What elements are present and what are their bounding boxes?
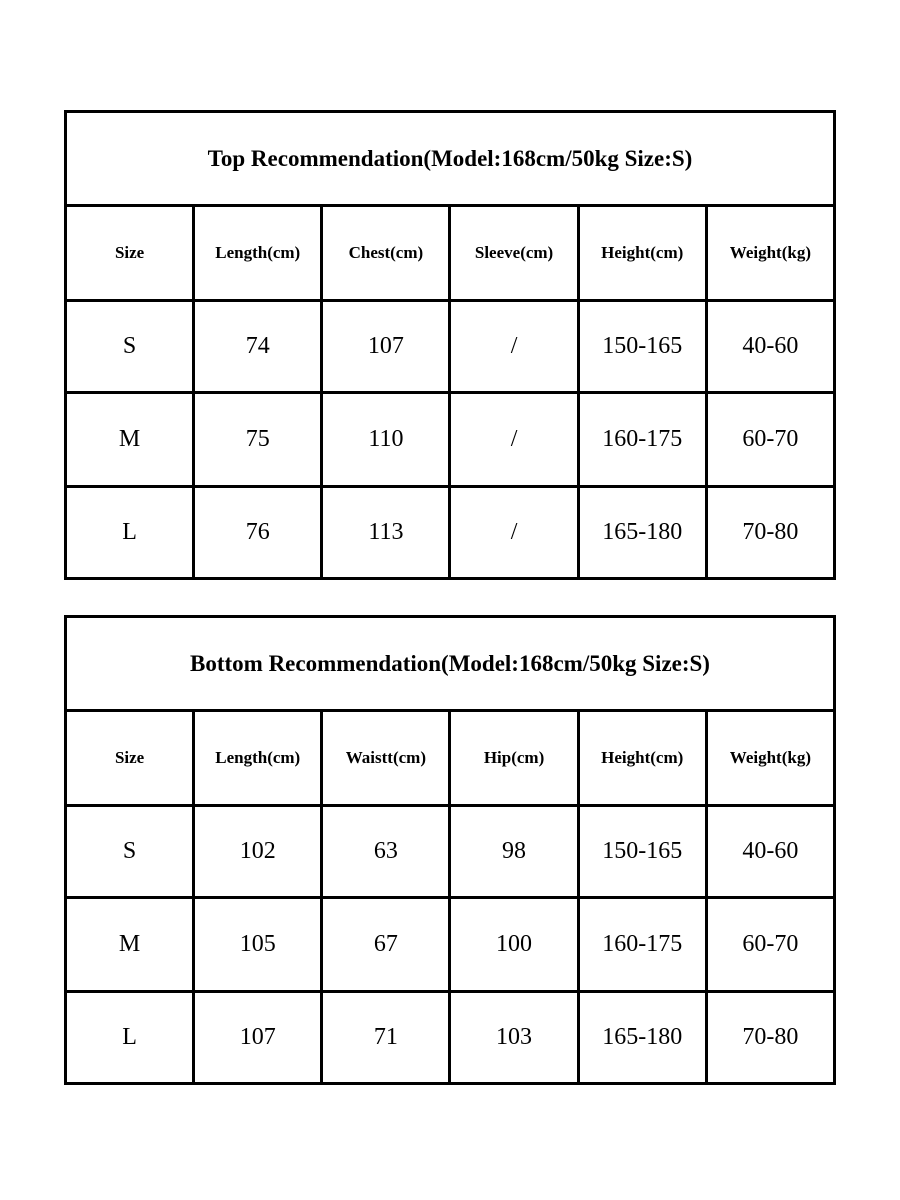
table-row: [66, 393, 835, 487]
table-cell: 150-165: [578, 806, 706, 898]
table-cell: 71: [322, 992, 450, 1084]
column-header-hip: Hip(cm): [450, 711, 578, 806]
table-row: [66, 992, 835, 1084]
table-cell: 100: [450, 898, 578, 992]
table-cell: 107: [322, 301, 450, 393]
table-cell: 76: [194, 487, 322, 579]
table-cell: 102: [194, 806, 322, 898]
table-row: [66, 301, 835, 393]
table-cell: 40-60: [706, 806, 834, 898]
table-cell: 165-180: [578, 992, 706, 1084]
column-header-height: Height(cm): [578, 206, 706, 301]
table-cell: 165-180: [578, 487, 706, 579]
table-header-row: [66, 206, 835, 301]
table-cell: M: [66, 898, 194, 992]
table-cell: 105: [194, 898, 322, 992]
column-header-length: Length(cm): [194, 711, 322, 806]
column-header-weight: Weight(kg): [706, 206, 834, 301]
table-title-row: [66, 112, 835, 206]
table-cell: /: [450, 301, 578, 393]
table-row: [66, 898, 835, 992]
table-title: Top Recommendation(Model:168cm/50kg Size:S): [66, 112, 835, 206]
bottom-size-table: [64, 615, 836, 1085]
table-cell: S: [66, 806, 194, 898]
table-cell: 75: [194, 393, 322, 487]
column-header-sleeve: Sleeve(cm): [450, 206, 578, 301]
table-cell: 67: [322, 898, 450, 992]
table-cell: 160-175: [578, 898, 706, 992]
table-title-row: [66, 617, 835, 711]
table-title: Bottom Recommendation(Model:168cm/50kg Size:S): [66, 617, 835, 711]
table-cell: L: [66, 992, 194, 1084]
table-cell: 40-60: [706, 301, 834, 393]
table-cell: 70-80: [706, 992, 834, 1084]
table-cell: 150-165: [578, 301, 706, 393]
table-cell: 98: [450, 806, 578, 898]
table-cell: 113: [322, 487, 450, 579]
table-row: [66, 806, 835, 898]
table-cell: L: [66, 487, 194, 579]
column-header-size: Size: [66, 711, 194, 806]
table-cell: 60-70: [706, 898, 834, 992]
table-header-row: [66, 711, 835, 806]
table-cell: M: [66, 393, 194, 487]
table-cell: 74: [194, 301, 322, 393]
table-cell: 110: [322, 393, 450, 487]
table-cell: /: [450, 393, 578, 487]
column-header-height: Height(cm): [578, 711, 706, 806]
table-cell: 70-80: [706, 487, 834, 579]
table-cell: 63: [322, 806, 450, 898]
table-cell: 107: [194, 992, 322, 1084]
column-header-waist: Waistt(cm): [322, 711, 450, 806]
table-cell: S: [66, 301, 194, 393]
column-header-chest: Chest(cm): [322, 206, 450, 301]
table-cell: 160-175: [578, 393, 706, 487]
column-header-weight: Weight(kg): [706, 711, 834, 806]
table-cell: 60-70: [706, 393, 834, 487]
table-cell: 103: [450, 992, 578, 1084]
top-size-table: [64, 110, 836, 580]
table-row: [66, 487, 835, 579]
column-header-size: Size: [66, 206, 194, 301]
column-header-length: Length(cm): [194, 206, 322, 301]
table-cell: /: [450, 487, 578, 579]
